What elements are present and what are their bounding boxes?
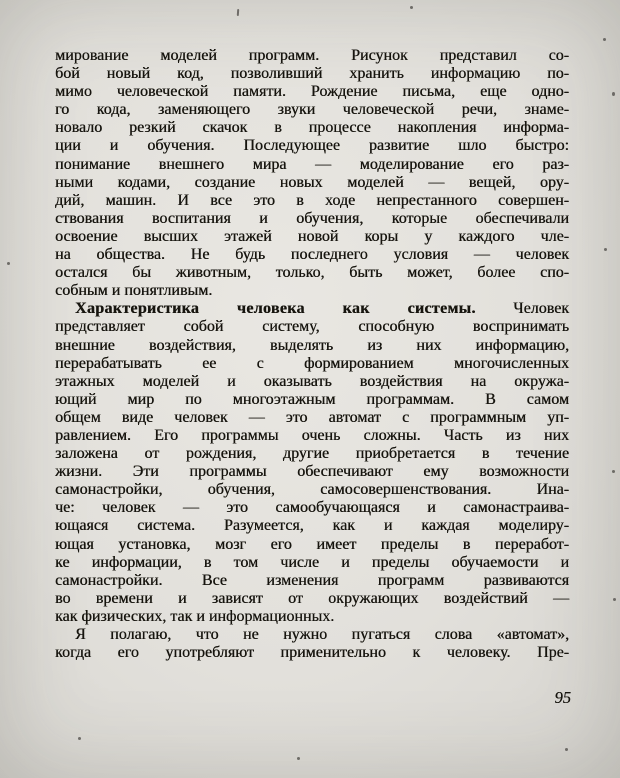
scan-speck [237,9,239,16]
text-line: мимо человеческой памяти. Рождение письма, еще одно- [55,83,569,101]
text-line: на общества. Не будь последнего условия — человек [55,246,569,264]
scan-speck [7,262,10,265]
text-line: освоение высших этажей новой коры у каждого чле- [55,227,569,245]
text-line: бой новый код, позволивший хранить информацию по- [55,65,569,83]
text-line: заложена от рождения, другие приобретается в течение [55,445,569,463]
text-line: этажных моделей и оказывать воздействия на окружа- [55,372,569,390]
text-line: го кода, заменяющего звуки человеческой речи, знаме- [55,101,569,119]
text-line: как физических, так и информационных. [55,607,335,625]
text-line: общем виде человек — это автомат с программным уп- [55,408,569,426]
text-line: Я полагаю, что не нужно пугаться слова «автомат», [75,626,569,643]
text-line: че: человек — это самообучающаяся и самонастраива- [55,499,569,517]
scan-speck [410,6,413,9]
page-number: 95 [554,688,571,707]
text-line: дий, машин. И все это в ходе непрестанного совершен- [55,191,569,209]
text-line: внешние воздействия, выделять из них информацию, [55,336,569,354]
scan-speck [297,757,300,760]
text-line: ющаяся система. Разумеется, как и каждая моделиру- [55,517,569,535]
text-line: остался бы животным, только, быть может, более спо- [55,264,569,282]
text-line: ными кодами, создание новых моделей — вещей, ору- [55,173,569,191]
text-line: ствования воспитания и обучения, которые обеспечивали [55,209,569,227]
text-line: жизни. Эти программы обеспечивают ему возможности [55,463,569,481]
text-line: равлением. Его программы очень сложны. Часть из них [55,426,569,444]
scan-speck [612,92,615,96]
text-line: ке информации, в том числе и пределы обучаемости и [55,553,569,571]
text-line: ции и обучения. Последующее развитие шло быстро: [55,137,569,155]
section-heading: Характеристика человека как системы. [75,300,476,318]
text-line: новало резкий скачок в процессе накопления информа- [55,119,569,137]
scan-speck [565,748,568,751]
text-line: когда его употребляют применительно к человеку. Пре- [55,644,569,662]
text-line: ющий мир по многоэтажным программам. В самом [55,390,569,408]
text-line: мирование моделей программ. Рисунок представил со- [55,47,569,64]
text-line: собным и понятливым. [55,282,213,300]
text-line: самонастройки, обучения, самосовершенствования. Ина- [55,481,569,499]
scan-speck [612,470,615,473]
scan-speck [604,248,607,251]
text-block [55,47,569,662]
text-line: перерабатывать ее с формированием многочисленных [55,354,569,372]
scan-speck [78,737,81,740]
text-line: Характеристика человека как системы. Человек [75,300,569,318]
text-line: во времени и зависят от окружающих воздействий — [55,589,569,607]
scan-speck [613,598,616,601]
text-line: самонастройки. Все изменения программ развиваются [55,571,569,589]
text-line: понимание внешнего мира — моделирование его раз- [55,155,569,173]
text-line: ющая установка, мозг его имеет пределы в переработ- [55,535,569,553]
scan-speck [603,38,606,41]
text-line: представляет собой систему, способную воспринимать [55,318,569,336]
